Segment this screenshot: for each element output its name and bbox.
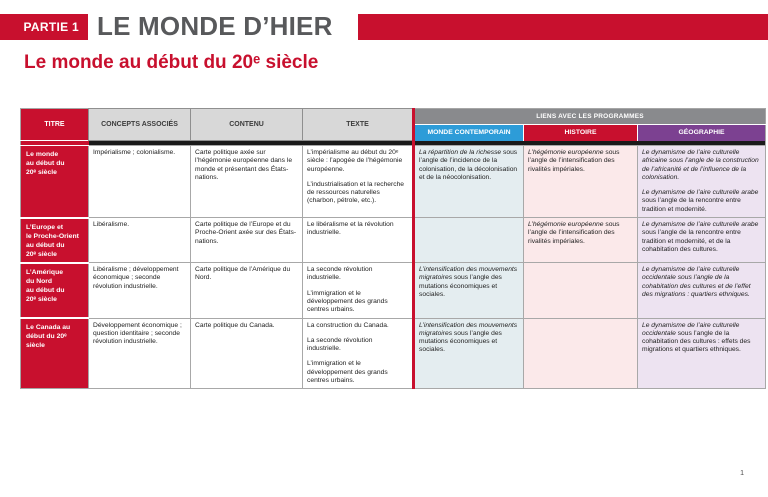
cell-titre: Le Canada au début du 20ᵉ siècle (21, 318, 89, 389)
cell-concepts: Libéralisme ; développement économique ; seconde révolution industrielle. (89, 263, 191, 318)
column-header-contenu: CONTENU (191, 109, 303, 141)
cell-texte: La construction du Canada. La seconde révolution industrielle. L’immigration et le développement des grands centres urbains. (303, 318, 414, 389)
table-row (21, 318, 766, 389)
chapter-subtitle: Le monde au début du 20ᵉ siècle (24, 52, 319, 73)
cell-texte: L’impérialisme au début du 20ᵉ siècle : l’apogée de l’hégémonie européenne. L’industrialisation et la recherche de ressources naturelles (charbon, pétrole, etc.). (303, 146, 414, 218)
cell-histoire: L’hégémonie européenne sous l’angle de l’intensification des rivalités impériales. (524, 146, 638, 218)
cell-titre: Le monde au début du 20ᵉ siècle (21, 146, 89, 218)
cell-histoire (524, 263, 638, 318)
cell-concepts: Développement économique ; question identitaire ; seconde révolution industrielle. (89, 318, 191, 389)
column-header-geographie: GÉOGRAPHIE (638, 125, 766, 141)
page-number: 1 (740, 470, 744, 477)
cell-monde-contemporain: L’intensification des mouvements migratoires sous l’angle des mutations économiques et sociales. (414, 263, 524, 318)
column-header-concepts: CONCEPTS ASSOCIÉS (89, 109, 191, 141)
table-body (21, 146, 766, 389)
column-header-histoire: HISTOIRE (524, 125, 638, 141)
title-decorative-bar (358, 14, 768, 40)
table-row (21, 218, 766, 263)
column-header-texte: TEXTE (303, 109, 414, 141)
cell-monde-contemporain (414, 218, 524, 263)
cell-histoire: L’hégémonie européenne sous l’angle de l’intensification des rivalités impériales. (524, 218, 638, 263)
table-row (21, 146, 766, 218)
cell-geographie: Le dynamisme de l’aire culturelle arabe sous l’angle de la rencontre entre tradition et modernité, et de la cohabitation des cultures. (638, 218, 766, 263)
cell-histoire (524, 318, 638, 389)
part-badge: PARTIE 1 (0, 14, 88, 40)
cell-texte: Le libéralisme et la révolution industrielle. (303, 218, 414, 263)
cell-contenu: Carte politique de l’Amérique du Nord. (191, 263, 303, 318)
page-title: LE MONDE D’HIER (97, 11, 333, 41)
cell-geographie: Le dynamisme de l’aire culturelle africaine sous l’angle de la construction de l’africanité et de l’influence de la colonisation. Le dynamisme de l’aire culturelle arabe sous l’angle de la rencontre entre tradition et modernité. (638, 146, 766, 218)
cell-contenu: Carte politique de l’Europe et du Proche-Orient axée sur des États-nations. (191, 218, 303, 263)
cell-titre: L’Europe et le Proche-Orient au début du 20ᵉ siècle (21, 218, 89, 263)
cell-texte: La seconde révolution industrielle. L’immigration et le développement des grands centres urbains. (303, 263, 414, 318)
cell-geographie: Le dynamisme de l’aire culturelle occidentale sous l’angle de la cohabitation des cultures et de l’effet des migrations : quartiers ethniques. (638, 263, 766, 318)
column-header-monde-contemporain: MONDE CONTEMPORAIN (414, 125, 524, 141)
cell-contenu: Carte politique du Canada. (191, 318, 303, 389)
column-group-header-liens: LIENS AVEC LES PROGRAMMES (414, 109, 766, 125)
programs-table-wrapper (20, 108, 766, 389)
cell-concepts: Libéralisme. (89, 218, 191, 263)
column-header-titre: TITRE (21, 109, 89, 141)
programs-table (20, 108, 766, 389)
table-header-row (21, 109, 766, 125)
cell-monde-contemporain: La répartition de la richesse sous l’angle de l’incidence de la colonisation, de la décolonisation et de la néocolonisation. (414, 146, 524, 218)
cell-concepts: Impérialisme ; colonialisme. (89, 146, 191, 218)
cell-monde-contemporain: L’intensification des mouvements migratoires sous l’angle des mutations économiques et sociales. (414, 318, 524, 389)
cell-titre: L’Amérique du Nord au début du 20ᵉ siècle (21, 263, 89, 318)
table-row (21, 263, 766, 318)
cell-contenu: Carte politique axée sur l’hégémonie européenne dans le monde et présentant des États-nations. (191, 146, 303, 218)
cell-geographie: Le dynamisme de l’aire culturelle occidentale sous l’angle de la cohabitation des cultures : effets des migrations et quartiers ethniques. (638, 318, 766, 389)
